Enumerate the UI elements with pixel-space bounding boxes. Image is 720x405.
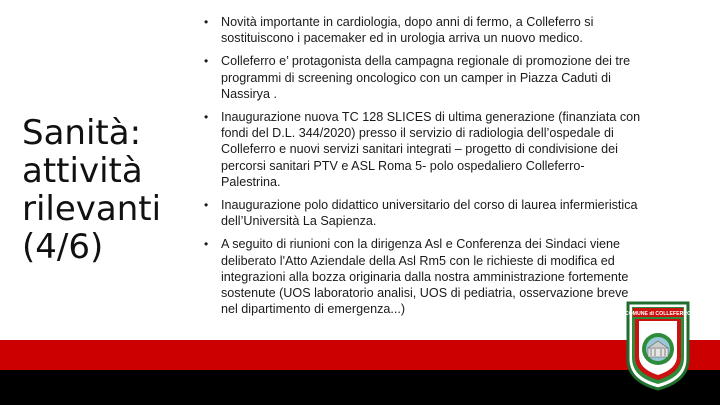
title-line: Sanità: <box>22 112 142 153</box>
municipal-crest-icon <box>626 301 690 391</box>
title-line: (4/6) <box>22 226 104 267</box>
crest-graphic <box>626 301 690 391</box>
bullet-item <box>204 236 644 317</box>
bullet-marker: • <box>204 198 209 213</box>
bullet-marker: • <box>204 110 209 125</box>
bullet-item <box>204 109 644 190</box>
bullet-text: Inaugurazione polo didattico universitario del corso di laurea infermieristica dell’Università La Sapienza. <box>221 198 638 229</box>
crest-lettering: COMUNE di COLLEFERRO <box>626 311 690 317</box>
bullet-marker: • <box>204 237 209 252</box>
footer-band-red <box>0 340 720 370</box>
bullet-text: Novità importante in cardiologia, dopo anni di fermo, a Colleferro si sostituiscono i pacemaker ed in urologia arriva un nuovo medico. <box>221 15 594 46</box>
slide-title <box>22 114 192 266</box>
bullet-marker: • <box>204 54 209 69</box>
bullet-list <box>204 14 644 324</box>
bullet-text: Inaugurazione nuova TC 128 SLICES di ultima generazione (finanziata con fondi del D.L. 344/2020) presso il servizio di radiologia dell’ospedale di Colleferro e nuovi servizi sanitari integrati – progetto di condivisione dei percorsi sanitari PTV e ASL Roma 5- polo ospedaliero Colleferro-Palestrina. <box>221 110 641 189</box>
bullet-marker: • <box>204 15 209 29</box>
bullet-text: A seguito di riunioni con la dirigenza Asl e Conferenza dei Sindaci viene deliberato l'Atto Aziendale della Asl Rm5 con le richieste di modifica ed integrazioni alla bozza originaria dalla nostra amministrazione fortemente sostenute (UOS laboratorio analisi, UOS di pediatria, osservazione breve nel dipartimento di emergenza...) <box>221 237 629 317</box>
bullet-item <box>204 197 644 229</box>
footer-band-black <box>0 370 720 405</box>
title-line: attività <box>22 150 143 191</box>
title-line: rilevanti <box>22 188 162 229</box>
bullet-text: Colleferro e’ protagonista della campagna regionale di promozione dei tre programmi di screening oncologico con un camper in Piazza Caduti di Nassirya . <box>221 54 631 101</box>
bullet-item <box>204 14 644 46</box>
bullet-item <box>204 53 644 102</box>
